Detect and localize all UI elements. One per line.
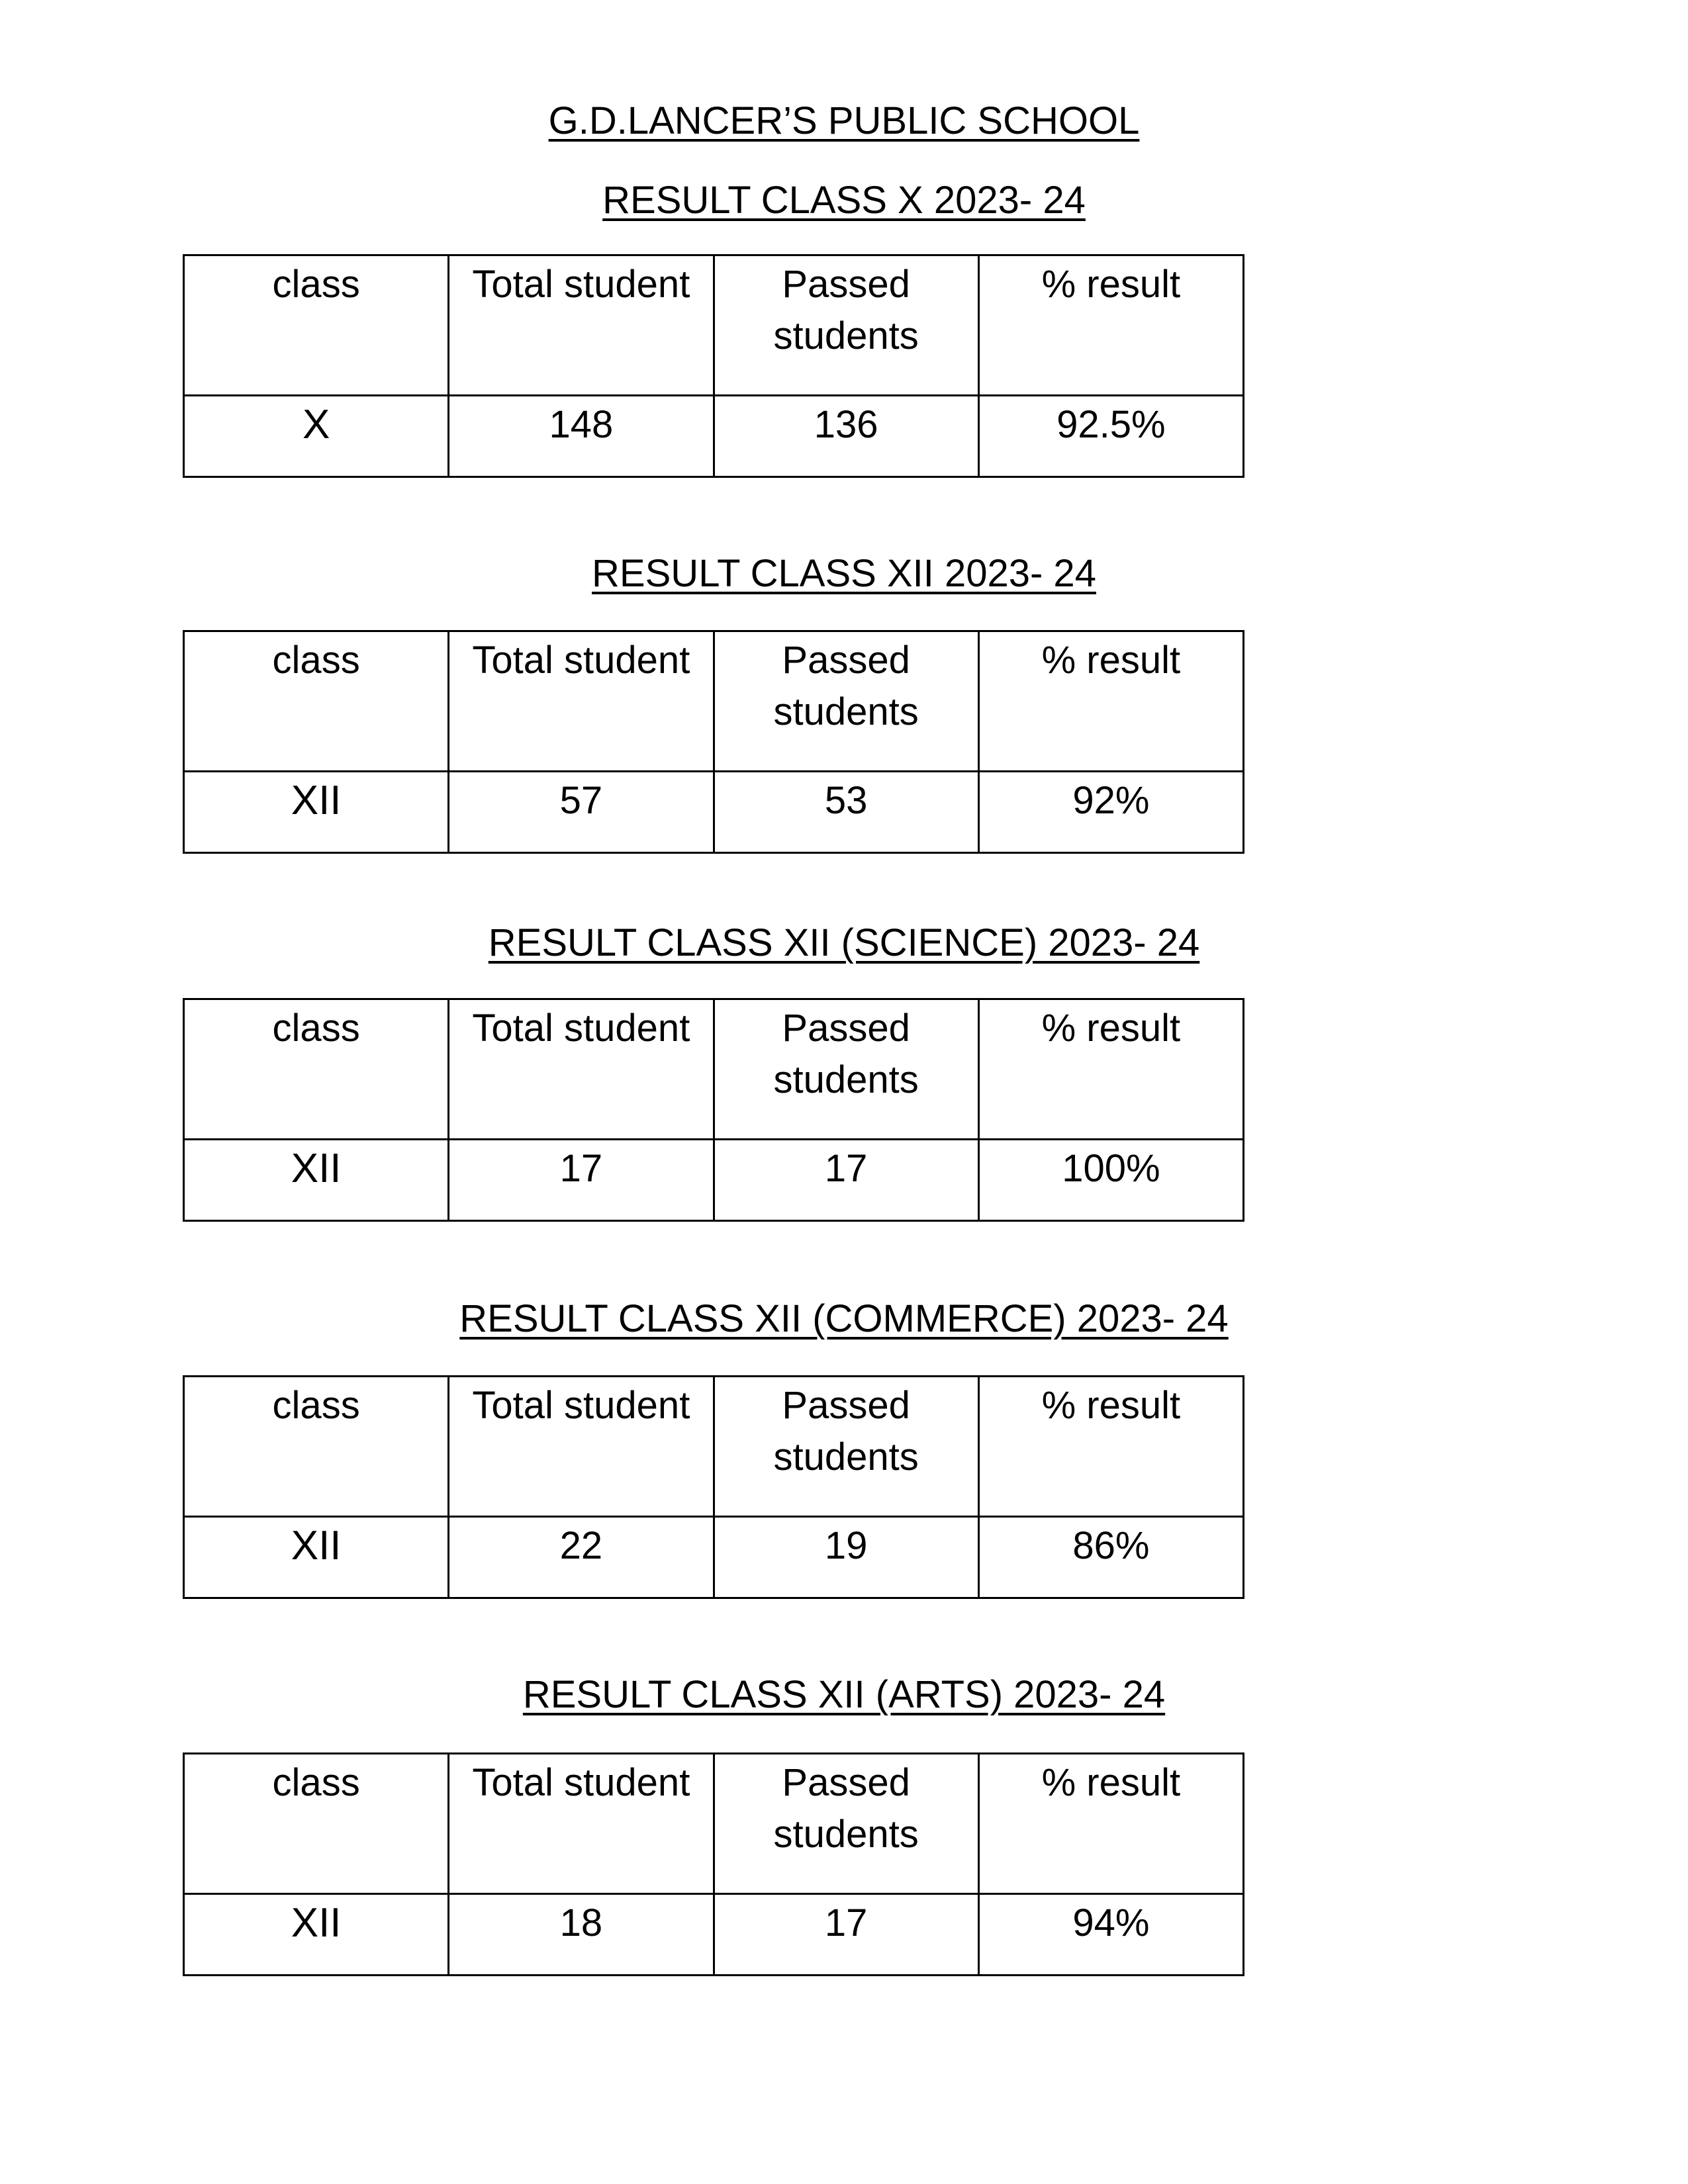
table-header-row <box>184 1377 1244 1517</box>
header-percent-result: % result <box>978 631 1243 772</box>
cell-passed-students: 17 <box>714 1140 978 1221</box>
result-table-class-xii <box>183 630 1244 854</box>
header-total-student: Total student <box>449 1377 714 1517</box>
header-passed-students: Passed students <box>714 255 978 396</box>
header-total-student: Total student <box>449 631 714 772</box>
cell-passed-students: 17 <box>714 1894 978 1976</box>
cell-class: XII <box>184 1517 449 1598</box>
cell-percent-result: 92% <box>978 772 1243 853</box>
cell-total-student: 17 <box>449 1140 714 1221</box>
table-header-row <box>184 631 1244 772</box>
header-class: class <box>184 255 449 396</box>
section-title-class-x: RESULT CLASS X 2023- 24 <box>602 179 1086 222</box>
header-class: class <box>184 999 449 1140</box>
header-total-student: Total student <box>449 255 714 396</box>
header-class: class <box>184 631 449 772</box>
result-table-class-xii-science <box>183 998 1244 1222</box>
header-percent-result: % result <box>978 255 1243 396</box>
table-row <box>184 396 1244 477</box>
header-percent-result: % result <box>978 999 1243 1140</box>
cell-total-student: 57 <box>449 772 714 853</box>
school-title: G.D.LANCER’S PUBLIC SCHOOL <box>548 99 1140 142</box>
header-percent-result: % result <box>978 1377 1243 1517</box>
cell-passed-students: 19 <box>714 1517 978 1598</box>
cell-class: XII <box>184 772 449 853</box>
cell-class: XII <box>184 1894 449 1976</box>
cell-total-student: 148 <box>449 396 714 477</box>
header-total-student: Total student <box>449 1754 714 1894</box>
result-table-class-x <box>183 254 1244 478</box>
table-row <box>184 772 1244 853</box>
cell-class: XII <box>184 1140 449 1221</box>
result-table-class-xii-arts <box>183 1752 1244 1976</box>
cell-passed-students: 53 <box>714 772 978 853</box>
header-percent-result: % result <box>978 1754 1243 1894</box>
table-header-row <box>184 1754 1244 1894</box>
header-passed-students: Passed students <box>714 999 978 1140</box>
section-title-class-xii-science: RESULT CLASS XII (SCIENCE) 2023- 24 <box>488 921 1200 964</box>
section-title-class-xii-commerce: RESULT CLASS XII (COMMERCE) 2023- 24 <box>459 1297 1229 1340</box>
header-passed-students: Passed students <box>714 1377 978 1517</box>
header-class: class <box>184 1754 449 1894</box>
section-title-class-xii-arts: RESULT CLASS XII (ARTS) 2023- 24 <box>522 1673 1166 1716</box>
table-header-row <box>184 255 1244 396</box>
cell-total-student: 22 <box>449 1517 714 1598</box>
header-total-student: Total student <box>449 999 714 1140</box>
cell-percent-result: 86% <box>978 1517 1243 1598</box>
section-title-class-xii: RESULT CLASS XII 2023- 24 <box>592 552 1096 595</box>
cell-total-student: 18 <box>449 1894 714 1976</box>
table-header-row <box>184 999 1244 1140</box>
cell-class: X <box>184 396 449 477</box>
cell-percent-result: 94% <box>978 1894 1243 1976</box>
result-table-class-xii-commerce <box>183 1375 1244 1599</box>
header-class: class <box>184 1377 449 1517</box>
cell-percent-result: 92.5% <box>978 396 1243 477</box>
cell-percent-result: 100% <box>978 1140 1243 1221</box>
header-passed-students: Passed students <box>714 631 978 772</box>
cell-passed-students: 136 <box>714 396 978 477</box>
table-row <box>184 1894 1244 1976</box>
table-row <box>184 1140 1244 1221</box>
header-passed-students: Passed students <box>714 1754 978 1894</box>
table-row <box>184 1517 1244 1598</box>
